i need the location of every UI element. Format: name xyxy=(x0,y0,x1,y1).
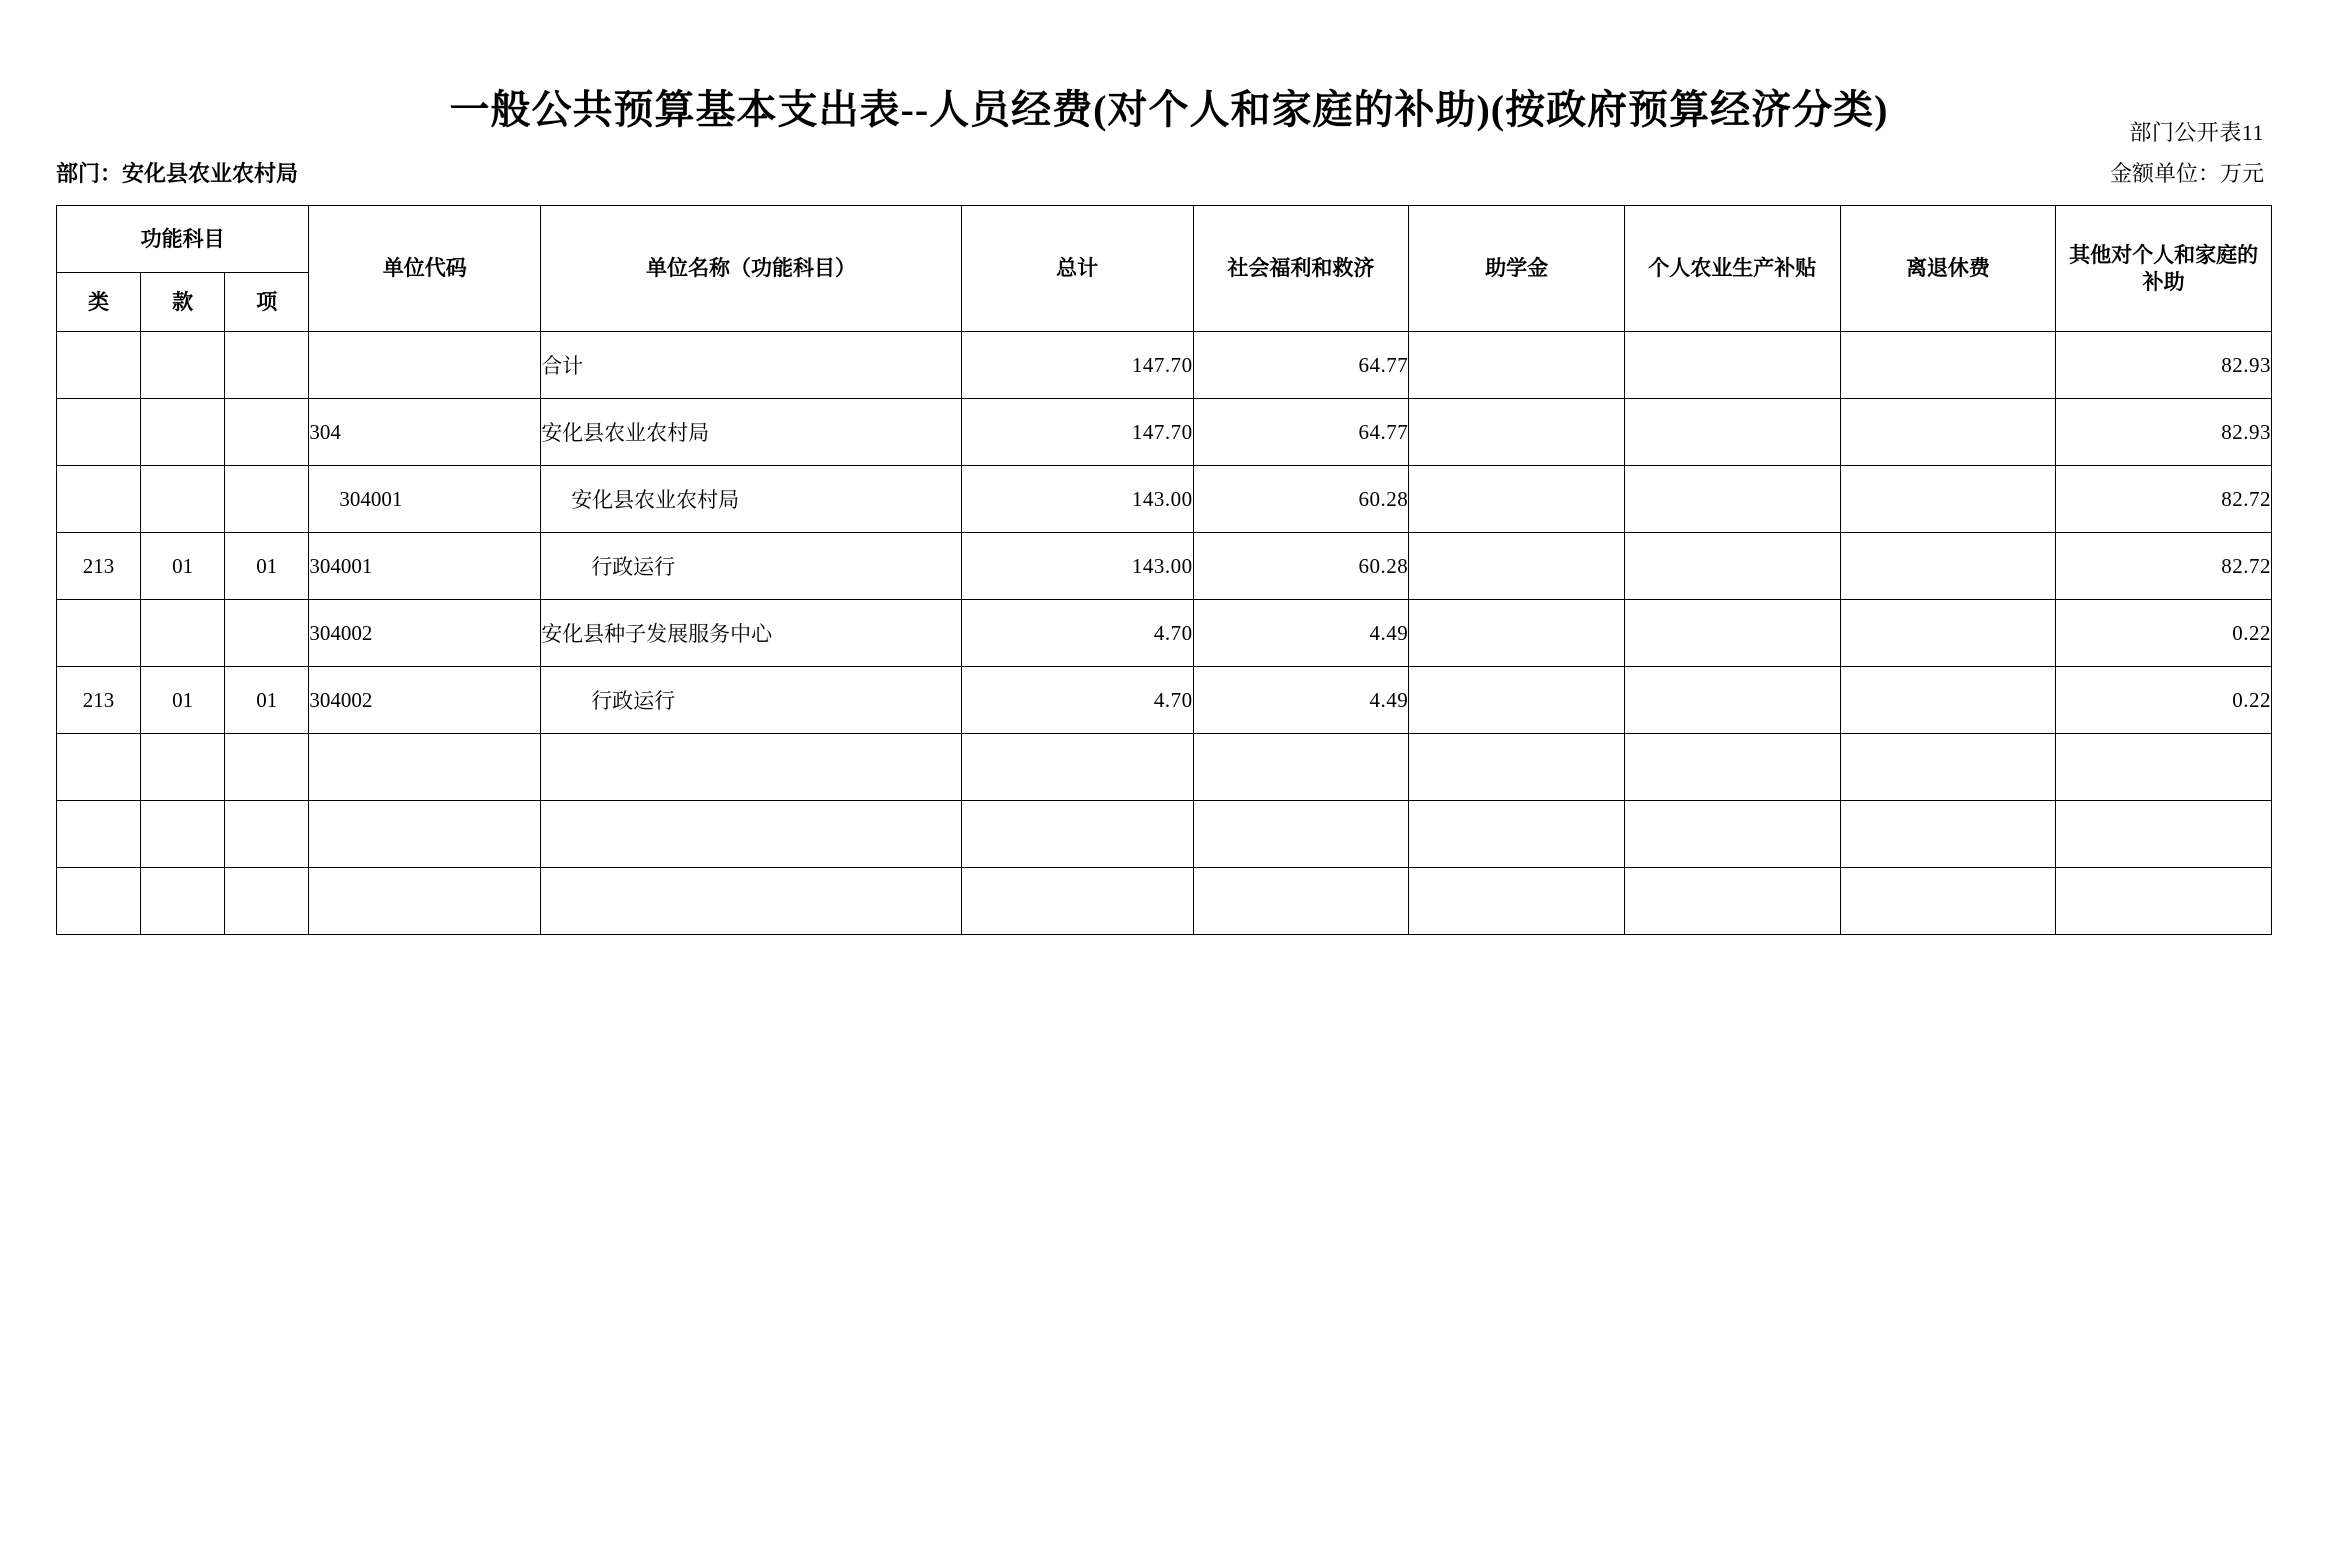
cell-total xyxy=(961,801,1193,868)
cell-unit-name: 合计 xyxy=(541,332,962,399)
cell-total: 147.70 xyxy=(961,332,1193,399)
cell-scholarship xyxy=(1409,332,1625,399)
cell-scholarship xyxy=(1409,533,1625,600)
cell-retirement xyxy=(1840,533,2056,600)
cell-unit-name: 行政运行 xyxy=(541,667,962,734)
cell-total: 143.00 xyxy=(961,533,1193,600)
cell-lei xyxy=(57,466,141,533)
cell-scholarship xyxy=(1409,801,1625,868)
table-row xyxy=(57,667,2272,734)
table-row xyxy=(57,399,2272,466)
cell-retirement xyxy=(1840,868,2056,935)
header-retirement: 离退休费 xyxy=(1840,206,2056,332)
cell-xiang xyxy=(225,332,309,399)
cell-xiang xyxy=(225,600,309,667)
cell-scholarship xyxy=(1409,667,1625,734)
cell-unit-code: 304002 xyxy=(309,667,541,734)
cell-kuan xyxy=(141,600,225,667)
cell-total: 4.70 xyxy=(961,667,1193,734)
cell-lei xyxy=(57,734,141,801)
cell-unit-code: 304001 xyxy=(309,466,541,533)
cell-unit-code xyxy=(309,734,541,801)
cell-welfare xyxy=(1193,801,1409,868)
cell-scholarship xyxy=(1409,466,1625,533)
cell-other-subsidy xyxy=(2056,868,2272,935)
cell-other-subsidy: 0.22 xyxy=(2056,667,2272,734)
cell-lei xyxy=(57,868,141,935)
cell-agri-subsidy xyxy=(1624,332,1840,399)
table-row xyxy=(57,734,2272,801)
header-other-subsidy: 其他对个人和家庭的补助 xyxy=(2056,206,2272,332)
cell-unit-code: 304002 xyxy=(309,600,541,667)
cell-xiang xyxy=(225,801,309,868)
table-row xyxy=(57,533,2272,600)
cell-total: 143.00 xyxy=(961,466,1193,533)
cell-retirement xyxy=(1840,332,2056,399)
cell-agri-subsidy xyxy=(1624,667,1840,734)
cell-lei xyxy=(57,332,141,399)
header-unit-name: 单位名称（功能科目） xyxy=(541,206,962,332)
cell-retirement xyxy=(1840,801,2056,868)
cell-xiang xyxy=(225,868,309,935)
cell-xiang xyxy=(225,734,309,801)
table-row xyxy=(57,332,2272,399)
header-group-function-subject: 功能科目 xyxy=(57,206,309,273)
header-total: 总计 xyxy=(961,206,1193,332)
cell-unit-name: 安化县农业农村局 xyxy=(541,466,962,533)
cell-unit-name: 安化县种子发展服务中心 xyxy=(541,600,962,667)
header-welfare: 社会福利和救济 xyxy=(1193,206,1409,332)
cell-agri-subsidy xyxy=(1624,801,1840,868)
subheader xyxy=(0,157,2338,187)
cell-other-subsidy: 82.72 xyxy=(2056,533,2272,600)
department-label: 部门：安化县农业农村局 xyxy=(56,161,299,186)
cell-other-subsidy: 82.72 xyxy=(2056,466,2272,533)
cell-xiang: 01 xyxy=(225,533,309,600)
cell-total xyxy=(961,868,1193,935)
header-agri-subsidy: 个人农业生产补贴 xyxy=(1624,206,1840,332)
cell-welfare: 60.28 xyxy=(1193,533,1409,600)
header-kuan: 款 xyxy=(141,273,225,332)
cell-welfare: 64.77 xyxy=(1193,332,1409,399)
form-number-label: 部门公开表11 xyxy=(2129,120,2264,145)
page-title: 一般公共预算基本支出表--人员经费(对个人和家庭的补助)(按政府预算经济分类) xyxy=(449,87,1889,132)
cell-unit-code: 304001 xyxy=(309,533,541,600)
cell-scholarship xyxy=(1409,868,1625,935)
header-unit-code: 单位代码 xyxy=(309,206,541,332)
cell-kuan xyxy=(141,734,225,801)
cell-welfare: 4.49 xyxy=(1193,667,1409,734)
cell-total xyxy=(961,734,1193,801)
cell-lei: 213 xyxy=(57,533,141,600)
cell-xiang xyxy=(225,466,309,533)
cell-scholarship xyxy=(1409,600,1625,667)
cell-other-subsidy: 82.93 xyxy=(2056,332,2272,399)
cell-scholarship xyxy=(1409,399,1625,466)
cell-other-subsidy: 0.22 xyxy=(2056,600,2272,667)
cell-retirement xyxy=(1840,667,2056,734)
table-row xyxy=(57,466,2272,533)
cell-lei: 213 xyxy=(57,667,141,734)
cell-retirement xyxy=(1840,600,2056,667)
cell-xiang xyxy=(225,399,309,466)
cell-kuan xyxy=(141,466,225,533)
cell-kuan xyxy=(141,332,225,399)
cell-agri-subsidy xyxy=(1624,600,1840,667)
cell-scholarship xyxy=(1409,734,1625,801)
cell-agri-subsidy xyxy=(1624,466,1840,533)
amount-unit-label: 金额单位：万元 xyxy=(2109,161,2264,186)
cell-kuan xyxy=(141,868,225,935)
cell-retirement xyxy=(1840,734,2056,801)
cell-lei xyxy=(57,600,141,667)
cell-unit-code xyxy=(309,868,541,935)
table-row xyxy=(57,600,2272,667)
cell-kuan: 01 xyxy=(141,667,225,734)
cell-welfare: 4.49 xyxy=(1193,600,1409,667)
cell-unit-name: 行政运行 xyxy=(541,533,962,600)
cell-agri-subsidy xyxy=(1624,868,1840,935)
cell-total: 4.70 xyxy=(961,600,1193,667)
cell-kuan: 01 xyxy=(141,533,225,600)
table-head xyxy=(57,206,2272,332)
cell-retirement xyxy=(1840,399,2056,466)
cell-unit-code: 304 xyxy=(309,399,541,466)
cell-welfare: 64.77 xyxy=(1193,399,1409,466)
cell-welfare xyxy=(1193,734,1409,801)
cell-kuan xyxy=(141,399,225,466)
cell-xiang: 01 xyxy=(225,667,309,734)
table-row xyxy=(57,801,2272,868)
cell-lei xyxy=(57,801,141,868)
cell-retirement xyxy=(1840,466,2056,533)
header-scholarship: 助学金 xyxy=(1409,206,1625,332)
cell-other-subsidy xyxy=(2056,801,2272,868)
header-lei: 类 xyxy=(57,273,141,332)
cell-welfare: 60.28 xyxy=(1193,466,1409,533)
cell-total: 147.70 xyxy=(961,399,1193,466)
cell-other-subsidy xyxy=(2056,734,2272,801)
cell-agri-subsidy xyxy=(1624,533,1840,600)
cell-agri-subsidy xyxy=(1624,399,1840,466)
cell-lei xyxy=(57,399,141,466)
header-xiang: 项 xyxy=(225,273,309,332)
cell-unit-name: 安化县农业农村局 xyxy=(541,399,962,466)
cell-other-subsidy: 82.93 xyxy=(2056,399,2272,466)
cell-unit-name xyxy=(541,801,962,868)
cell-unit-name xyxy=(541,734,962,801)
cell-welfare xyxy=(1193,868,1409,935)
table-row xyxy=(57,868,2272,935)
cell-unit-code xyxy=(309,801,541,868)
cell-agri-subsidy xyxy=(1624,734,1840,801)
cell-unit-code xyxy=(309,332,541,399)
table-body xyxy=(57,332,2272,935)
cell-unit-name xyxy=(541,868,962,935)
document-page xyxy=(0,78,2338,1566)
cell-kuan xyxy=(141,801,225,868)
budget-table xyxy=(56,205,2272,935)
